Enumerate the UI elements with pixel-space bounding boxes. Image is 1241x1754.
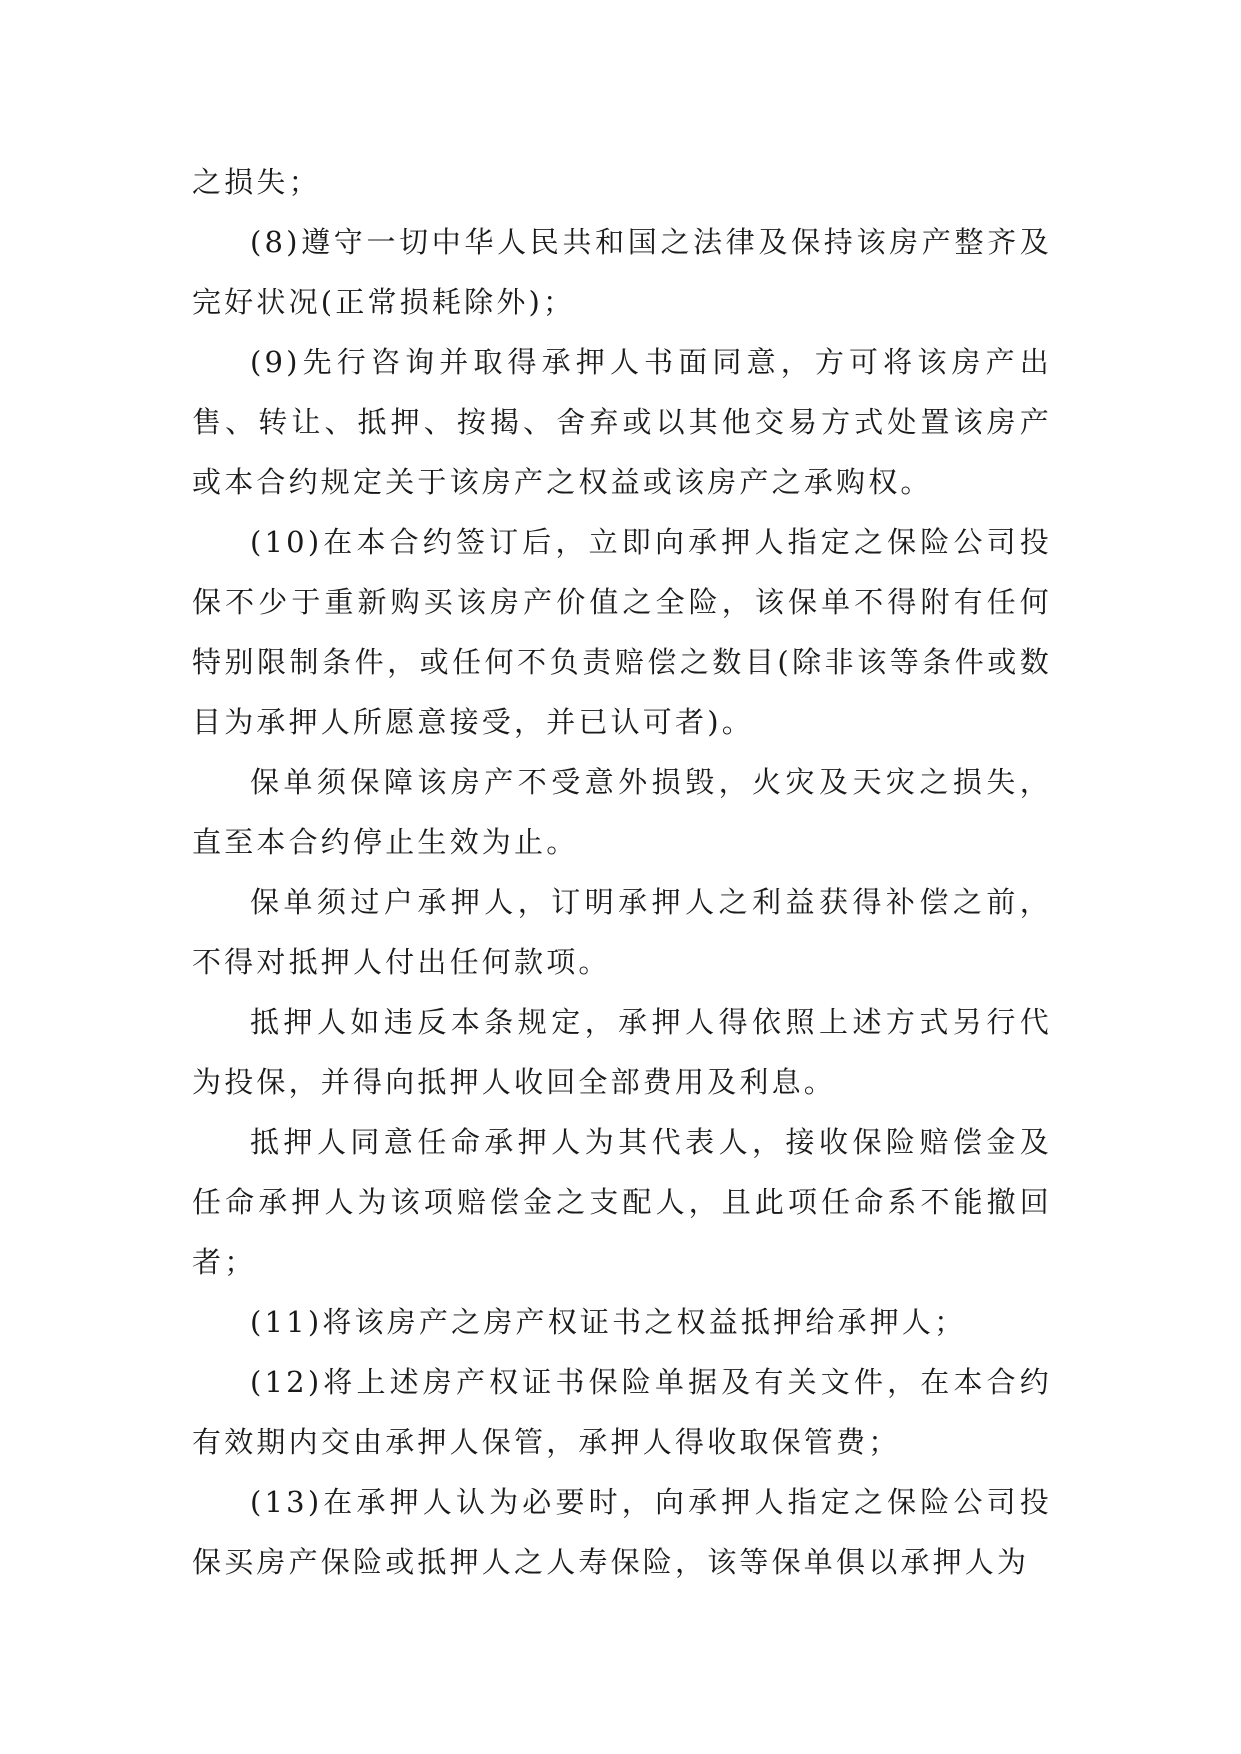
breach-paragraph: 抵押人如违反本条规定，承押人得依照上述方式另行代为投保，并得向抵押人收回全部费用及利息。 xyxy=(192,1005,1052,1099)
clause-8: (8)遵守一切中华人民共和国之法律及保持该房产整齐及完好状况(正常损耗除外)； xyxy=(192,225,1052,319)
clause-10: (10)在本合约签订后，立即向承押人指定之保险公司投保不少于重新购买该房产价值之全险，该保单不得附有任何特别限制条件，或任何不负责赔偿之数目(除非该等条件或数目为承押人所愿意接受，并已认可者)。 xyxy=(192,525,1052,739)
clause-11: (11)将该房产之房产权证书之权益抵押给承押人； xyxy=(250,1305,967,1339)
insurance-transfer-paragraph: 保单须过户承押人，订明承押人之利益获得补偿之前，不得对抵押人付出任何款项。 xyxy=(192,885,1052,979)
clause-12: (12)将上述房产权证书保险单据及有关文件，在本合约有效期内交由承押人保管，承押人得收取保管费； xyxy=(192,1365,1052,1459)
paragraph-continued: 之损失； xyxy=(192,165,321,199)
document-body xyxy=(192,152,1052,1592)
clause-13: (13)在承押人认为必要时，向承押人指定之保险公司投保买房产保险或抵押人之人寿保险，该等保单俱以承押人为 xyxy=(192,1485,1052,1579)
appointment-paragraph: 抵押人同意任命承押人为其代表人，接收保险赔偿金及任命承押人为该项赔偿金之支配人，且此项任命系不能撤回者； xyxy=(192,1125,1052,1279)
insurance-coverage-paragraph: 保单须保障该房产不受意外损毁，火灾及天灾之损失，直至本合约停止生效为止。 xyxy=(192,765,1052,859)
clause-9: (9)先行咨询并取得承押人书面同意，方可将该房产出售、转让、抵押、按揭、舍弃或以其他交易方式处置该房产或本合约规定关于该房产之权益或该房产之承购权。 xyxy=(192,345,1052,499)
